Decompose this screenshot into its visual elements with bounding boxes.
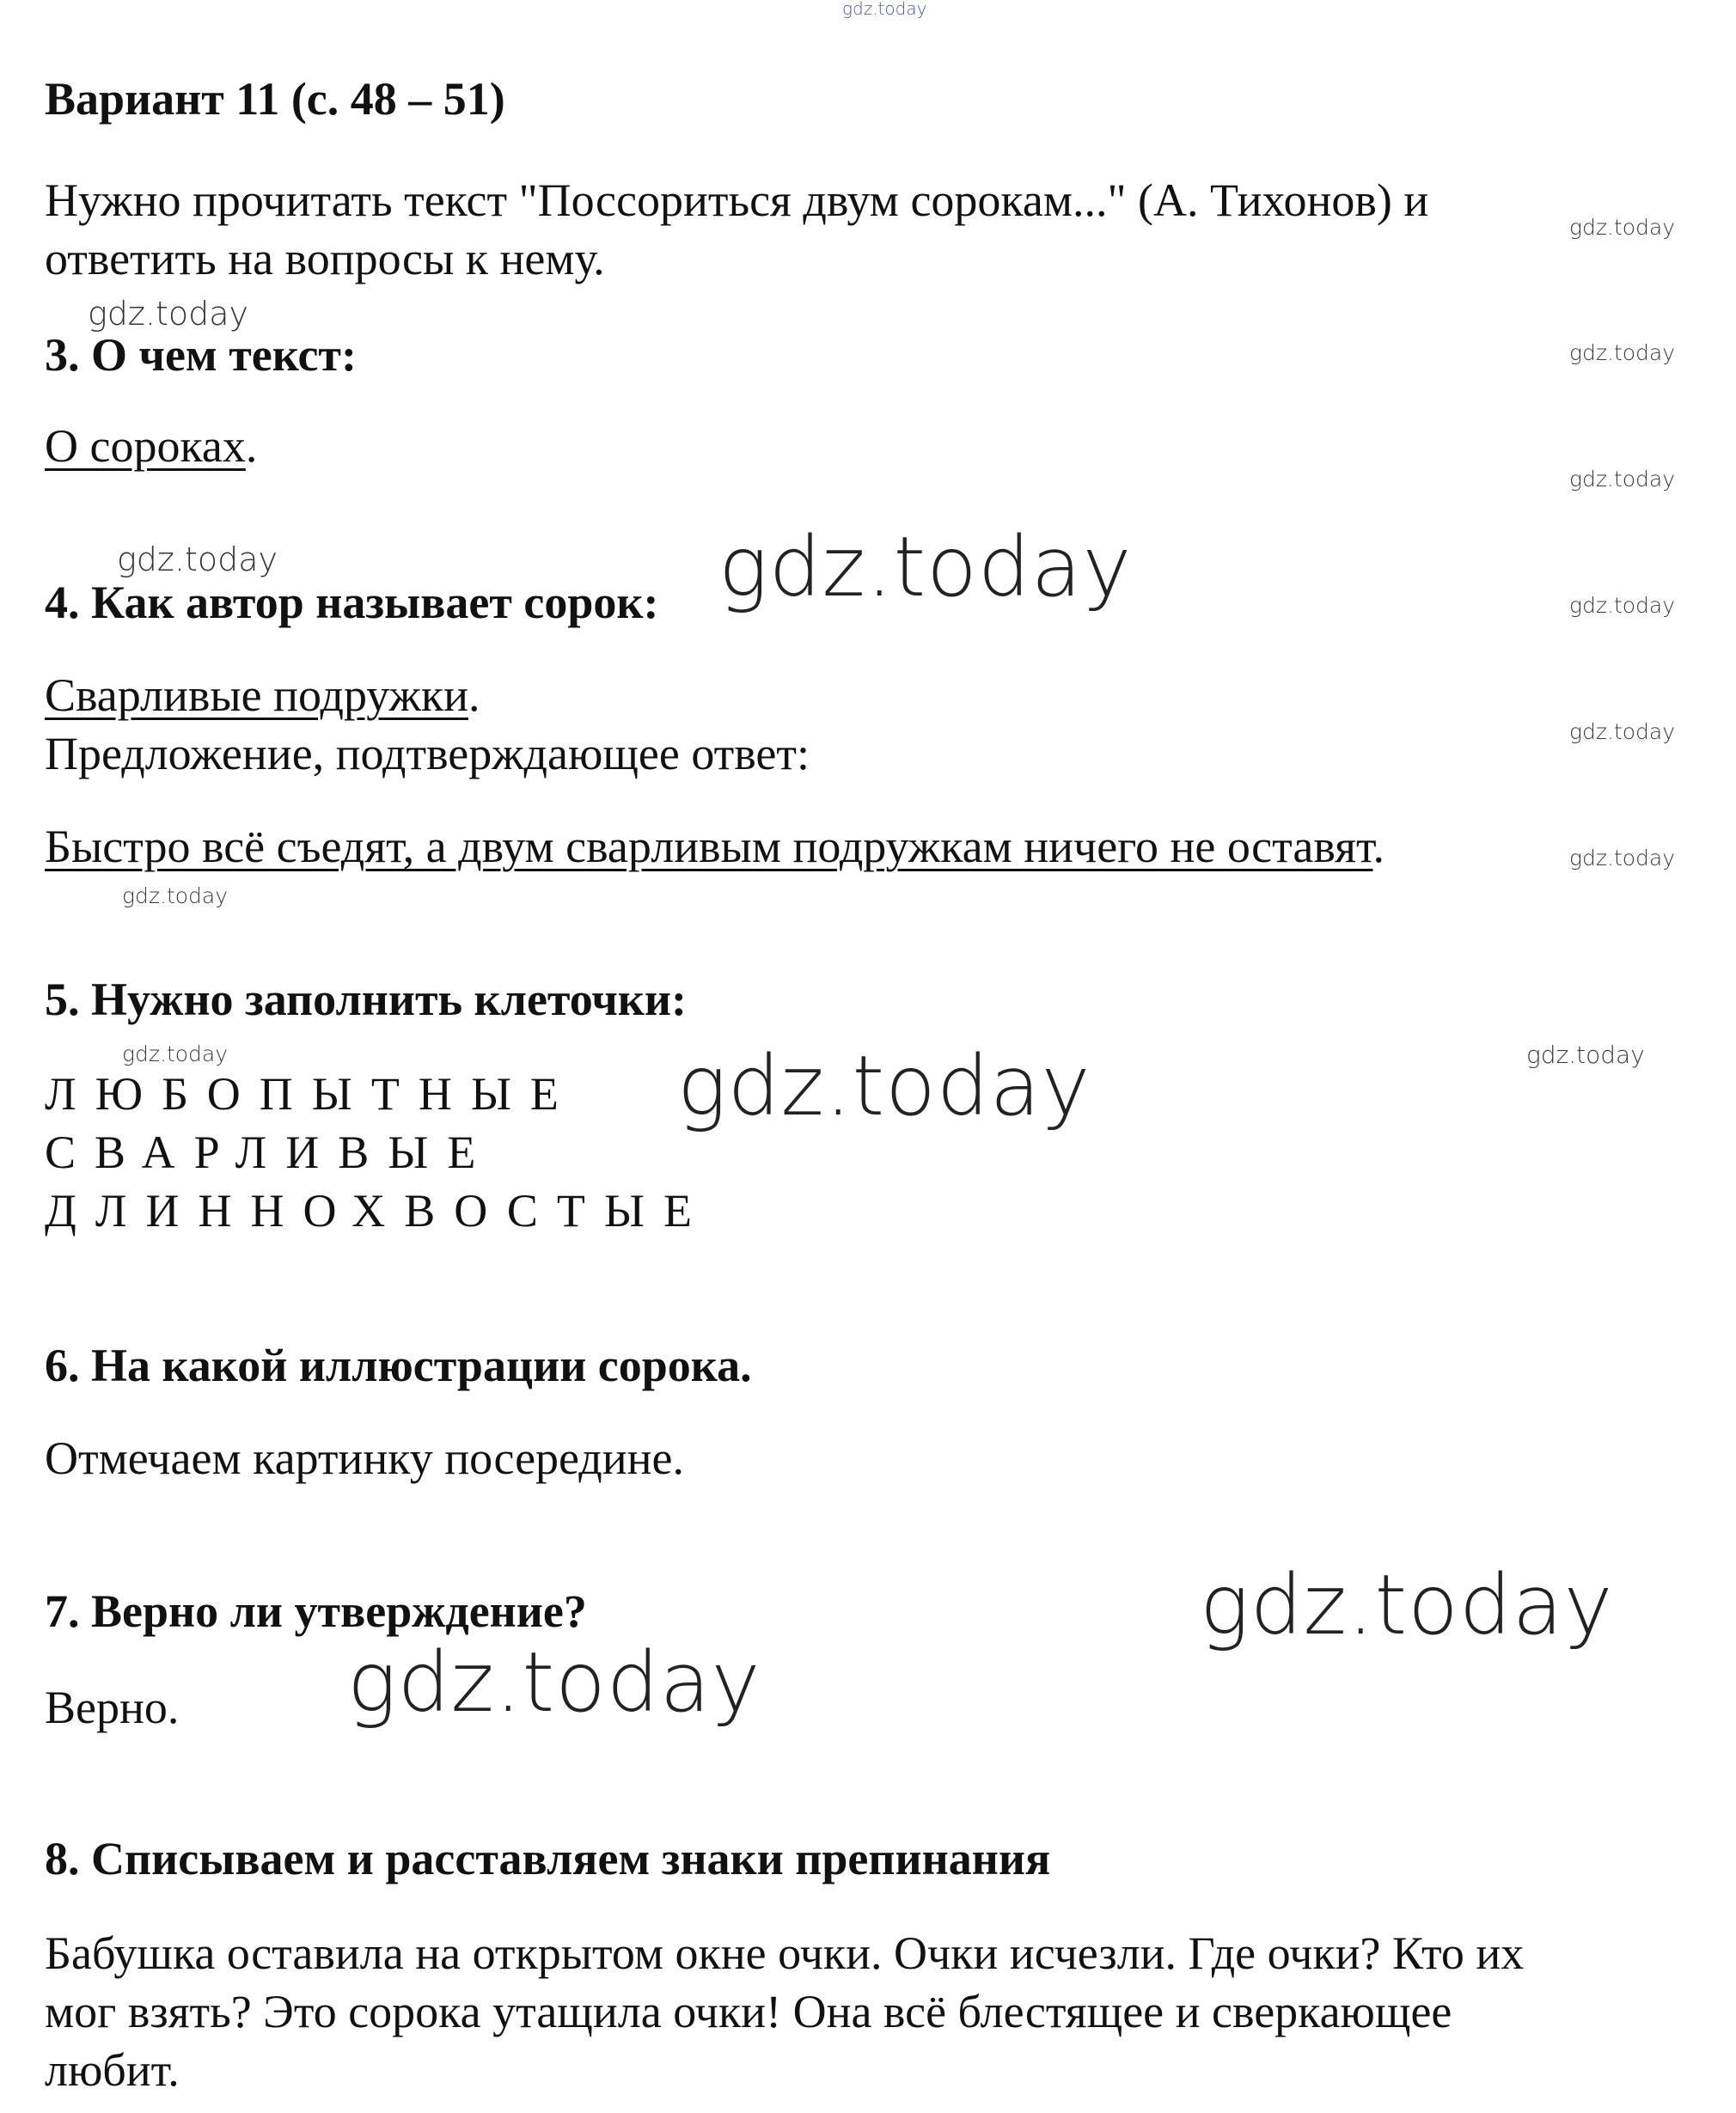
q4-answer-period: .	[468, 669, 480, 721]
q6-heading: 6. На какой иллюстрации сорока.	[45, 1340, 752, 1391]
watermark-large-1: gdz.today	[718, 519, 1133, 615]
watermark-right-6: gdz.today	[1569, 846, 1676, 870]
page-title: Вариант 11 (с. 48 – 51)	[45, 73, 505, 125]
watermark-right-7: gdz.today	[1526, 1041, 1645, 1069]
q5-heading: 5. Нужно заполнить клеточки:	[45, 974, 688, 1025]
watermark-right-1: gdz.today	[1569, 215, 1676, 240]
q5-word-3: ДЛИННОХВОСТЫЕ	[45, 1185, 711, 1237]
q8-line-1: Бабушка оставила на открытом окне очки. Очки исчезли. Где очки? Кто их	[45, 1927, 1525, 1979]
q4-proof: Быстро всё съедят, а двум сварливым подружкам ничего не оставят	[45, 821, 1373, 872]
q3-heading: 3. О чем текст:	[45, 329, 357, 381]
watermark-large-2: gdz.today	[677, 1038, 1091, 1134]
watermark-left-1: gdz.today	[122, 883, 229, 908]
watermark-right-5: gdz.today	[1569, 719, 1676, 744]
watermark-right-4: gdz.today	[1569, 593, 1676, 618]
intro-line-1: Нужно прочитать текст "Поссориться двум сорокам..." (А. Тихонов) и	[45, 174, 1429, 226]
q7-answer: Верно.	[45, 1682, 180, 1733]
q4-proof-line	[45, 823, 1385, 870]
q6-answer: Отмечаем картинку посередине.	[45, 1432, 685, 1484]
q4-proof-label: Предложение, подтверждающее ответ:	[45, 728, 810, 779]
q8-line-2: мог взять? Это сорока утащила очки! Она всё блестящее и сверкающее	[45, 1986, 1452, 2037]
q4-answer: Сварливые подружки	[45, 669, 468, 721]
intro-line-2: ответить на вопросы к нему.	[45, 233, 605, 284]
q4-heading: 4. Как автор называет сорок:	[45, 577, 659, 628]
q3-answer-line	[45, 420, 258, 472]
q3-answer-period: .	[245, 420, 258, 472]
watermark-right-3: gdz.today	[1569, 467, 1676, 492]
watermark-medium-2: gdz.today	[117, 540, 278, 578]
watermark-large-4: gdz.today	[347, 1634, 761, 1731]
watermark-left-2: gdz.today	[122, 1041, 229, 1066]
q4-proof-period: .	[1372, 821, 1385, 872]
q4-answer-line	[45, 669, 480, 721]
q8-line-3: любит.	[45, 2044, 180, 2096]
q5-word-1: ЛЮБОПЫТНЫЕ	[45, 1068, 578, 1120]
q8-heading: 8. Списываем и расставляем знаки препинания	[45, 1833, 1051, 1884]
q3-answer: О сороках	[45, 420, 246, 472]
watermark-large-3: gdz.today	[1200, 1557, 1614, 1653]
watermark-right-2: gdz.today	[1569, 340, 1676, 365]
q7-heading: 7. Верно ли утверждение?	[45, 1585, 587, 1637]
watermark-medium-1: gdz.today	[88, 295, 248, 333]
q5-word-2: СВАРЛИВЫЕ	[45, 1127, 495, 1178]
watermark-top: gdz.today	[842, 0, 927, 19]
